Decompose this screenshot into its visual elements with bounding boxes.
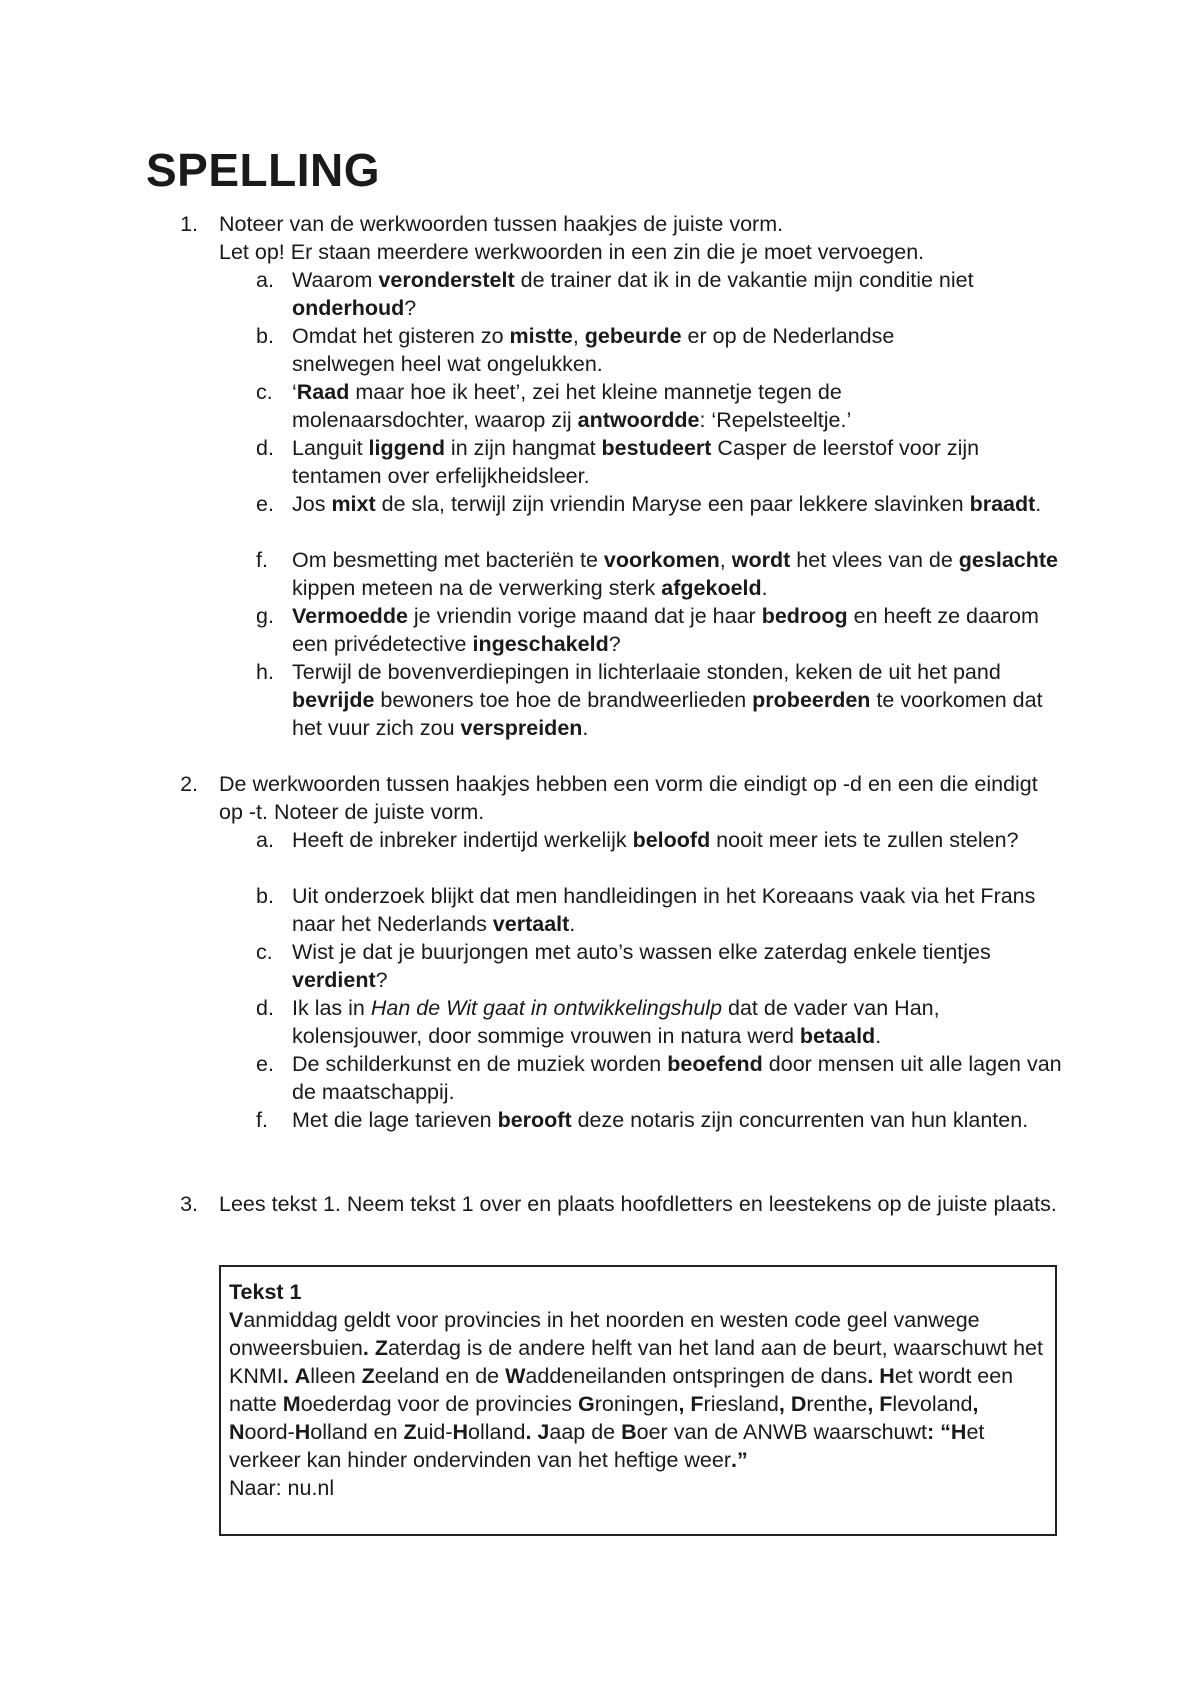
emphasized-text: mistte — [509, 324, 573, 348]
tekst-1-body — [229, 1306, 1049, 1474]
emphasized-text: Z — [361, 1364, 375, 1388]
emphasized-text: wordt — [731, 548, 791, 572]
sub-item-text — [292, 266, 1072, 322]
instruction-line: Noteer van de werkwoorden tussen haakjes de juiste vorm. — [219, 212, 784, 236]
text-run: Om besmetting met bacteriën te — [292, 548, 604, 572]
emphasized-text: afgekoeld — [661, 576, 762, 600]
page-title: SPELLING — [146, 144, 381, 196]
text-run: , — [572, 324, 585, 348]
sub-item-letter: h. — [256, 660, 274, 684]
emphasized-text: probeerden — [752, 688, 871, 712]
emphasized-text: M — [282, 1392, 301, 1416]
sub-item-letter: d. — [256, 996, 274, 1020]
sub-item-text — [292, 938, 1072, 994]
text-run: levoland — [892, 1392, 973, 1416]
emphasized-text: H — [879, 1364, 895, 1388]
text-run: eeland en de — [374, 1364, 506, 1388]
text-run: et wordt een natte — [229, 1364, 1014, 1416]
sub-item-letter: c. — [256, 380, 273, 404]
emphasized-text: W — [505, 1364, 526, 1388]
text-run: . — [875, 1024, 882, 1048]
text-run: renthe — [806, 1392, 868, 1416]
text-run: er op de Nederlandse snelwegen heel wat ongelukken. — [292, 324, 895, 376]
emphasized-text: H — [950, 1420, 967, 1444]
sub-item-letter: g. — [256, 604, 274, 628]
text-run: bewoners toe hoe de brandweerlieden — [374, 688, 753, 712]
emphasized-text: H — [452, 1420, 469, 1444]
sub-item-letter: f. — [256, 548, 268, 572]
sub-item-text — [292, 378, 972, 434]
text-run: olland — [468, 1420, 526, 1444]
text-run: . — [761, 576, 768, 600]
emphasized-text: berooft — [497, 1108, 572, 1132]
emphasized-text: ingeschakeld — [472, 632, 609, 656]
text-run: en heeft ze daarom een privédetective — [292, 604, 1039, 656]
emphasized-text: , — [678, 1392, 685, 1416]
sub-item-letter: d. — [256, 436, 274, 460]
sub-item-text — [292, 882, 1072, 938]
sub-item-text — [292, 658, 1072, 742]
text-run: ‘ — [292, 380, 297, 404]
emphasized-text: Z — [403, 1420, 417, 1444]
text-run: Terwijl de bovenverdiepingen in lichterlaaie stonden, keken de uit het pand — [292, 660, 1001, 684]
emphasized-text: , — [972, 1392, 979, 1416]
text-run: het vlees van de — [790, 548, 959, 572]
sub-item-letter: f. — [256, 1108, 268, 1132]
text-run: Heeft de inbreker indertijd werkelijk — [292, 828, 633, 852]
emphasized-text: . — [867, 1364, 874, 1388]
text-run: Ik las in — [292, 996, 371, 1020]
emphasized-text: bevrijde — [292, 688, 375, 712]
text-run: anmiddag geldt voor provincies in het noorden en westen code geel vanwege onweersbuien — [229, 1308, 980, 1360]
question-instruction — [219, 210, 1079, 266]
text-run: Languit — [292, 436, 369, 460]
text-run: oer van de ANWB waarschuwt — [636, 1420, 928, 1444]
sub-item-text — [292, 490, 1072, 518]
question-number: 2. — [180, 772, 198, 796]
sub-item-letter: b. — [256, 884, 274, 908]
text-run: riesland — [703, 1392, 779, 1416]
emphasized-text: A — [294, 1364, 311, 1388]
sub-item-text — [292, 1106, 1062, 1134]
text-run: lleen — [310, 1364, 362, 1388]
emphasized-text: . — [525, 1420, 532, 1444]
emphasized-text: Vermoedde — [292, 604, 408, 628]
text-run: et verkeer kan hinder ondervinden van het heftige weer — [229, 1420, 985, 1472]
emphasized-text: B — [621, 1420, 637, 1444]
sub-item-text — [292, 826, 1062, 854]
sub-item-letter: b. — [256, 324, 274, 348]
emphasized-text: , — [778, 1392, 785, 1416]
text-run: oederdag voor de provincies — [300, 1392, 579, 1416]
text-run: roningen — [594, 1392, 679, 1416]
text-run: dat de vader van Han, kolensjouwer, door sommige vrouwen in natura werd — [292, 996, 940, 1048]
emphasized-text: veronderstelt — [378, 268, 515, 292]
text-run: de trainer dat ik in de vakantie mijn conditie niet — [514, 268, 974, 292]
text-run: de sla, terwijl zijn vriendin Maryse een paar lekkere slavinken — [375, 492, 970, 516]
emphasized-text: F — [690, 1392, 704, 1416]
text-run: in zijn hangmat — [444, 436, 602, 460]
sub-item-letter: a. — [256, 268, 274, 292]
emphasized-text: liggend — [368, 436, 445, 460]
sub-item-text — [292, 1050, 1072, 1106]
emphasized-text: mixt — [331, 492, 376, 516]
emphasized-text: .” — [731, 1448, 748, 1472]
text-run: Wist je dat je buurjongen met auto’s wassen elke zaterdag enkele tientjes — [292, 940, 991, 964]
emphasized-text: vertaalt — [492, 912, 570, 936]
emphasized-text: betaald — [799, 1024, 876, 1048]
text-run: . — [569, 912, 576, 936]
text-run: : ‘Repelsteeltje.’ — [699, 408, 852, 432]
tekst-1-source: Naar: nu.nl — [229, 1476, 335, 1500]
text-run: te voorkomen dat het vuur zich zou — [292, 688, 1043, 740]
sub-item-text — [292, 994, 1072, 1050]
text-run: uid- — [416, 1420, 453, 1444]
instruction-line: Let op! Er staan meerdere werkwoorden in een zin die je moet vervoegen. — [219, 240, 925, 264]
question-instruction: De werkwoorden tussen haakjes hebben een vorm die eindigt op -d en een die eindigt op -t. Noteer de juiste vorm. — [219, 772, 1038, 824]
emphasized-text: H — [294, 1420, 311, 1444]
text-run: ? — [375, 968, 388, 992]
text-run: Met die lage tarieven — [292, 1108, 498, 1132]
text-run: ? — [608, 632, 621, 656]
text-run: De schilderkunst en de muziek worden — [292, 1052, 668, 1076]
emphasized-text: antwoordde — [577, 408, 700, 432]
sub-item-letter: c. — [256, 940, 273, 964]
emphasized-text: braadt — [969, 492, 1036, 516]
emphasized-text: bestudeert — [601, 436, 712, 460]
emphasized-text: bedroog — [761, 604, 848, 628]
emphasized-text: , — [867, 1392, 874, 1416]
emphasized-text: N — [229, 1420, 245, 1444]
text-run: , — [719, 548, 732, 572]
emphasized-text: gebeurde — [584, 324, 682, 348]
sub-item-letter: a. — [256, 828, 274, 852]
emphasized-text: geslachte — [958, 548, 1058, 572]
question-number: 1. — [180, 212, 198, 236]
text-run: olland en — [310, 1420, 404, 1444]
emphasized-text: verspreiden — [460, 716, 583, 740]
text-run: Uit onderzoek blijkt dat men handleidingen in het Koreaans vaak via het Frans naar het Nederlands — [292, 884, 1036, 936]
emphasized-text: V — [229, 1308, 244, 1332]
text-run: ? — [404, 296, 417, 320]
emphasized-text: onderhoud — [292, 296, 405, 320]
text-run: aap de — [549, 1420, 622, 1444]
emphasized-text: F — [879, 1392, 893, 1416]
text-run: . — [582, 716, 589, 740]
text-run: Waarom — [292, 268, 379, 292]
sub-item-text — [292, 322, 992, 378]
emphasized-text: : “ — [927, 1420, 951, 1444]
text-run: nooit meer iets te zullen stelen? — [710, 828, 1019, 852]
italic-title: Han de Wit gaat in ontwikkelingshulp — [370, 996, 723, 1020]
sub-item-text — [292, 546, 1072, 602]
emphasized-text: J — [537, 1420, 550, 1444]
tekst-1-content — [229, 1278, 1049, 1502]
sub-item-letter: e. — [256, 1052, 274, 1076]
emphasized-text: . — [282, 1364, 289, 1388]
sub-item-letter: e. — [256, 492, 274, 516]
text-run: Casper de leerstof voor zijn tentamen over erfelijkheidsleer. — [292, 436, 980, 488]
emphasized-text: voorkomen — [603, 548, 720, 572]
sub-item-text — [292, 602, 1072, 658]
emphasized-text: . — [362, 1336, 369, 1360]
question-number: 3. — [180, 1192, 198, 1216]
text-run: Jos — [292, 492, 332, 516]
emphasized-text: beloofd — [632, 828, 711, 852]
emphasized-text: Z — [374, 1336, 388, 1360]
text-run: addeneilanden ontspringen de dans — [525, 1364, 868, 1388]
question-instruction: Lees tekst 1. Neem tekst 1 over en plaats hoofdletters en leestekens op de juiste plaats. — [219, 1192, 1057, 1216]
text-run: maar hoe ik heet’, zei het kleine mannetje tegen de molenaarsdochter, waarop zij — [292, 380, 842, 432]
emphasized-text: Raad — [296, 380, 350, 404]
sub-item-text — [292, 434, 1072, 490]
tekst-1-heading: Tekst 1 — [229, 1280, 302, 1304]
emphasized-text: beoefend — [667, 1052, 763, 1076]
text-run: je vriendin vorige maand dat je haar — [407, 604, 762, 628]
text-run: deze notaris zijn concurrenten van hun klanten. — [571, 1108, 1029, 1132]
text-run: kippen meteen na de verwerking sterk — [292, 576, 662, 600]
text-run: oord- — [244, 1420, 295, 1444]
text-run: door mensen uit alle lagen van de maatschappij. — [292, 1052, 1062, 1104]
text-run: . — [1035, 492, 1042, 516]
text-run: Omdat het gisteren zo — [292, 324, 510, 348]
emphasized-text: D — [790, 1392, 807, 1416]
emphasized-text: verdient — [292, 968, 376, 992]
text-run: aterdag is de andere helft van het land aan de beurt, waarschuwt het KNMI — [229, 1336, 1043, 1388]
emphasized-text: G — [578, 1392, 595, 1416]
